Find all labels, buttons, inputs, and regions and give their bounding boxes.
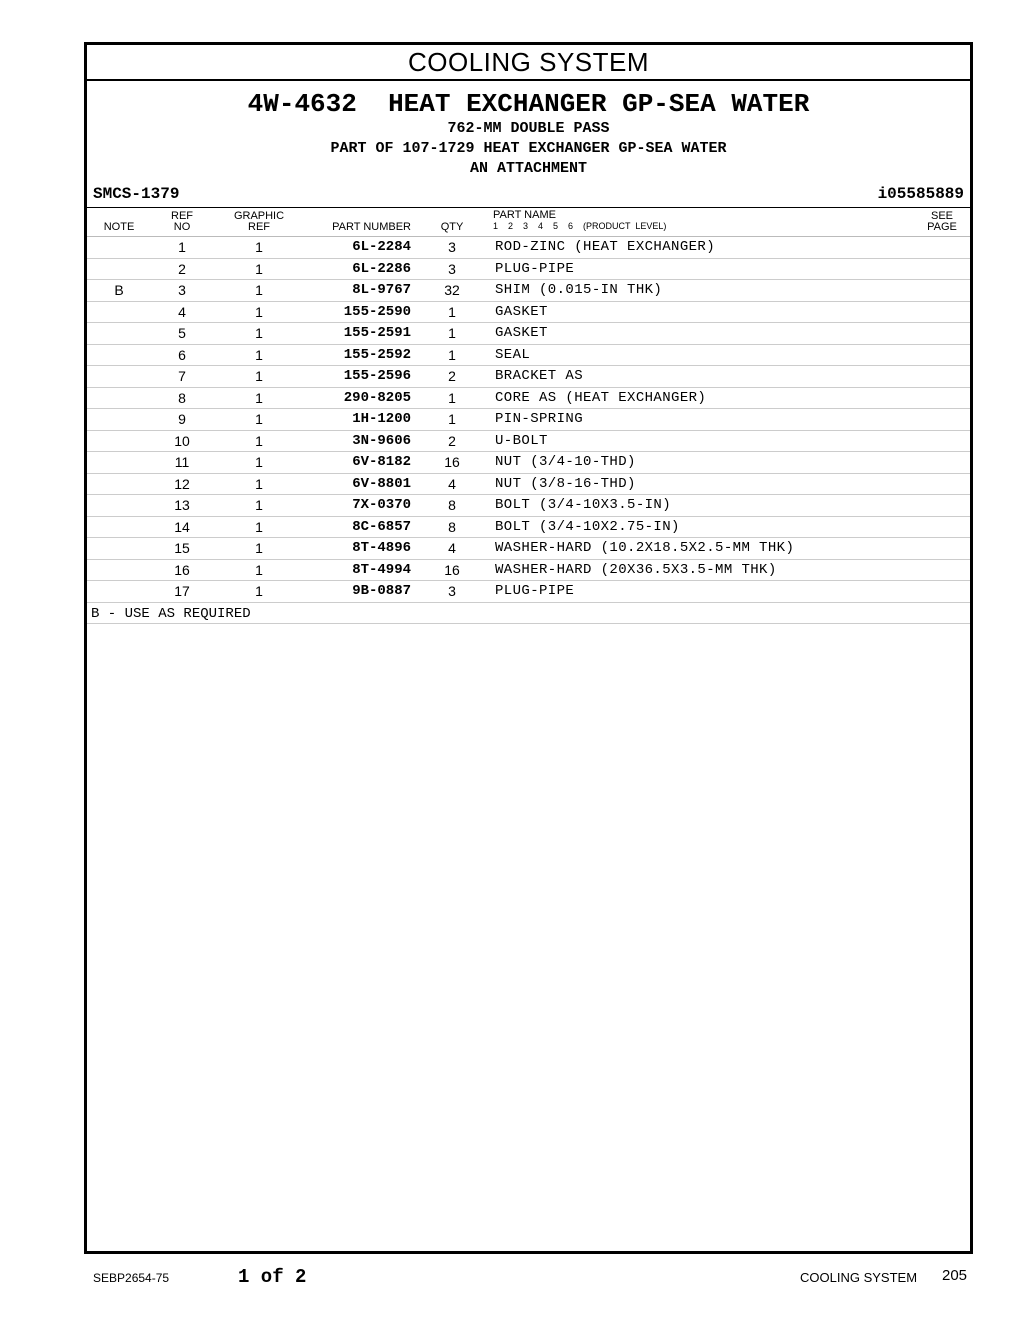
header-graphic-bottom: REF [248, 221, 270, 233]
graphic-ref-cell: 1 [255, 475, 263, 492]
part-name-cell: PLUG-PIPE [495, 583, 575, 599]
header-product-level: 1 2 3 4 5 6 (PRODUCT LEVEL) [493, 221, 667, 231]
note-cell: B [114, 282, 124, 298]
subtitle-1: 762-MM DOUBLE PASS [447, 120, 610, 137]
part-number-cell: 155-2591 [343, 325, 411, 341]
part-number-cell: 6V-8182 [352, 454, 411, 470]
page-of: 1 of 2 [238, 1266, 307, 1288]
part-number-cell: 290-8205 [343, 389, 411, 406]
part-number-cell: 8T-4994 [352, 561, 411, 578]
graphic-ref-cell: 1 [255, 432, 263, 449]
header-part-name: PART NAME [493, 209, 556, 221]
ref-no-cell: 4 [178, 303, 186, 320]
graphic-ref-cell: 1 [255, 411, 263, 427]
table-row [87, 431, 970, 453]
table-row [87, 259, 970, 281]
part-name-cell: CORE AS (HEAT EXCHANGER) [495, 389, 707, 406]
qty-cell: 2 [448, 432, 456, 449]
header-ref-top: REF [171, 210, 193, 222]
part-number-cell: 9B-0887 [352, 583, 411, 599]
qty-cell: 32 [444, 282, 460, 298]
graphic-ref-cell: 1 [255, 561, 263, 578]
part-number-cell: 6L-2284 [352, 239, 411, 255]
part-name-cell: WASHER-HARD (10.2X18.5X2.5-MM THK) [495, 540, 795, 556]
table-row [87, 345, 970, 367]
graphic-ref-cell: 1 [255, 368, 263, 384]
part-name-cell: BOLT (3/4-10X3.5-IN) [495, 497, 672, 513]
ref-no-cell: 1 [178, 239, 186, 255]
ref-no-cell: 8 [178, 389, 186, 406]
part-number-cell: 3N-9606 [352, 432, 411, 449]
footnote-row [87, 603, 970, 625]
header-see-top: SEE [930, 210, 953, 222]
graphic-ref-cell: 1 [255, 540, 263, 556]
header-note: NOTE [103, 221, 135, 233]
graphic-ref-cell: 1 [255, 389, 263, 406]
graphic-ref-cell: 1 [255, 454, 263, 470]
graphic-ref-cell: 1 [255, 583, 263, 599]
part-name-cell: SEAL [495, 346, 531, 363]
part-number-cell: 1H-1200 [352, 411, 411, 427]
part-number-cell: 6L-2286 [352, 260, 411, 277]
qty-cell: 4 [448, 540, 456, 556]
header-ref-bottom: NO [173, 221, 191, 233]
parts-table [87, 237, 970, 624]
part-number-cell: 8C-6857 [352, 518, 411, 535]
header-qty: QTY [440, 221, 464, 233]
table-row [87, 517, 970, 539]
document-id: SEBP2654-75 [93, 1271, 170, 1285]
table-row [87, 538, 970, 560]
page-frame [84, 42, 973, 1254]
part-name-cell: PIN-SPRING [495, 411, 584, 427]
footer-section: COOLING SYSTEM [800, 1270, 918, 1285]
ref-no-cell: 15 [174, 540, 190, 556]
ref-no-cell: 3 [178, 282, 186, 298]
part-name-cell: U-BOLT [495, 432, 548, 449]
part-name-cell: WASHER-HARD (20X36.5X3.5-MM THK) [495, 561, 777, 578]
qty-cell: 1 [448, 303, 456, 320]
subtitle-2: PART OF 107-1729 HEAT EXCHANGER GP-SEA WATER [330, 140, 727, 157]
table-row [87, 560, 970, 582]
ref-no-cell: 7 [178, 368, 186, 384]
part-name-cell: BRACKET AS [495, 368, 584, 384]
graphic-ref-cell: 1 [255, 518, 263, 535]
qty-cell: 4 [448, 475, 456, 492]
table-row [87, 323, 970, 345]
ref-no-cell: 14 [174, 518, 190, 535]
illustration-id: i05585889 [877, 185, 964, 203]
qty-cell: 3 [448, 260, 456, 277]
ref-no-cell: 12 [174, 475, 190, 492]
ref-no-cell: 13 [174, 497, 190, 513]
part-name-cell: NUT (3/4-10-THD) [495, 454, 636, 470]
part-number-cell: 155-2592 [343, 346, 411, 363]
ref-no-cell: 10 [174, 432, 190, 449]
page-title: 4W-4632 HEAT EXCHANGER GP-SEA WATER [247, 89, 810, 119]
header-part-number: PART NUMBER [332, 221, 411, 233]
page-number: 205 [942, 1267, 968, 1284]
graphic-ref-cell: 1 [255, 303, 263, 320]
part-number-cell: 7X-0370 [352, 497, 411, 513]
part-number-cell: 155-2590 [343, 303, 411, 320]
part-name-cell: NUT (3/8-16-THD) [495, 475, 636, 492]
graphic-ref-cell: 1 [255, 346, 263, 363]
header-see-bottom: PAGE [927, 221, 957, 233]
header-graphic-top: GRAPHIC [233, 210, 285, 222]
table-row [87, 409, 970, 431]
part-name-cell: ROD-ZINC (HEAT EXCHANGER) [495, 239, 716, 255]
table-row [87, 581, 970, 603]
qty-cell: 1 [448, 389, 456, 406]
ref-no-cell: 6 [178, 346, 186, 363]
qty-cell: 3 [448, 583, 456, 599]
graphic-ref-cell: 1 [255, 260, 263, 277]
table-row [87, 302, 970, 324]
part-number-cell: 155-2596 [343, 368, 411, 384]
ref-no-cell: 11 [174, 454, 190, 470]
qty-cell: 1 [448, 411, 456, 427]
subtitle-3: AN ATTACHMENT [469, 160, 588, 177]
header-rule [87, 207, 970, 208]
smcs-code: SMCS-1379 [93, 185, 180, 203]
part-number-cell: 8L-9767 [352, 282, 411, 298]
graphic-ref-cell: 1 [255, 239, 263, 255]
part-name-cell: GASKET [495, 303, 548, 320]
ref-no-cell: 5 [178, 325, 186, 341]
qty-cell: 16 [444, 561, 460, 578]
graphic-ref-cell: 1 [255, 497, 263, 513]
table-row [87, 237, 970, 259]
table-row [87, 452, 970, 474]
part-name-cell: GASKET [495, 325, 548, 341]
table-row [87, 388, 970, 410]
section-title: COOLING SYSTEM [87, 45, 970, 81]
table-row [87, 495, 970, 517]
graphic-ref-cell: 1 [255, 282, 263, 298]
part-name-cell: SHIM (0.015-IN THK) [495, 282, 663, 298]
qty-cell: 8 [448, 518, 456, 535]
ref-no-cell: 17 [174, 583, 190, 599]
part-number-cell: 6V-8801 [352, 475, 411, 492]
graphic-ref-cell: 1 [255, 325, 263, 341]
ref-no-cell: 16 [174, 561, 190, 578]
table-row [87, 366, 970, 388]
qty-cell: 2 [448, 368, 456, 384]
qty-cell: 1 [448, 325, 456, 341]
ref-no-cell: 9 [178, 411, 186, 427]
qty-cell: 8 [448, 497, 456, 513]
ref-no-cell: 2 [178, 260, 186, 277]
footnote-text: B - USE AS REQUIRED [91, 605, 251, 622]
qty-cell: 3 [448, 239, 456, 255]
part-name-cell: PLUG-PIPE [495, 260, 575, 277]
qty-cell: 1 [448, 346, 456, 363]
part-name-cell: BOLT (3/4-10X2.75-IN) [495, 518, 680, 535]
qty-cell: 16 [444, 454, 460, 470]
part-number-cell: 8T-4896 [352, 540, 411, 556]
table-row [87, 474, 970, 496]
table-row [87, 280, 970, 302]
